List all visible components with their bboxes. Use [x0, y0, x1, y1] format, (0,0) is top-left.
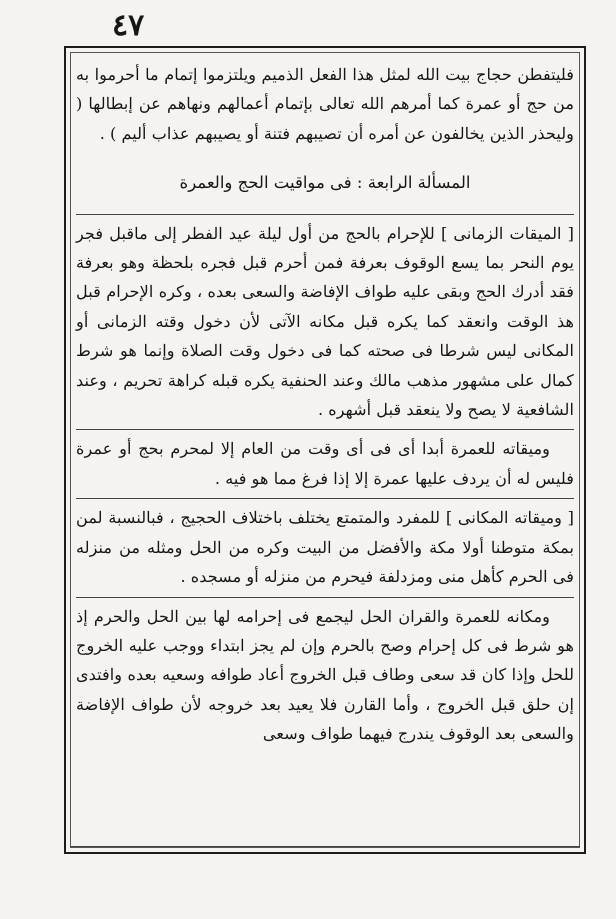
paragraph-umrah-place: ومكانه للعمرة والقران الحل ليجمع فى إحرامه لها بين الحل والحرم إذ هو شرط فى كل إحرام وصح بالحرم وإن لم يجز ابتداء ووجب عليه الخروج للحل وإذا كان قد سعى وطاف قبل الخروج أعاد طوافه وسعيه بعده وافتدى إن حلق قبل الخروج ، وأما القارن فلا يعيد بعد خروجه لأن طواف الإفاضة والسعى بعد الوقوف يندرج فيهما طواف وسعى — [76, 606, 574, 744]
divider-rule — [76, 597, 574, 598]
divider-rule — [76, 429, 574, 430]
paragraph-place-miqat: [ وميقاته المكانى ] للمفرد والمتمتع يختلف باختلاف الحجيج ، فبالنسبة لمن بمكة متوطنا أولا مكة والأفضل من البيت وكره من الحل ومثله من منزله فى الحرم كأهل منى ومزدلفة فيحرم من منزله أو مسجده . — [76, 508, 574, 587]
page-body — [76, 60, 574, 848]
section-heading: المسألة الرابعة : فى مواقيت الحج والعمرة — [179, 173, 471, 193]
paragraph-intro: فليتفطن حجاج بيت الله لمثل هذا الفعل الذميم ويلتزموا إتمام ما أحرموا به من حج أو عمرة كما أمرهم الله تعالى بإتمام أعمالهم ونهاهم عن إبطالها ( وليحذر الذين يخالفون عن أمره أن تصيبهم فتنة أو يصيبهم عذاب أليم ) . — [76, 65, 574, 143]
divider-rule — [76, 498, 574, 499]
bottom-rule — [70, 846, 580, 847]
paragraph-umrah-time: وميقاته للعمرة أبدا أى فى أى وقت من العام إلا لمحرم بحج أو عمرة فليس له أن يردف عليها عمرة إلا إذا فرغ مما هو فيه . — [76, 439, 574, 488]
divider-rule — [76, 214, 574, 215]
paragraph-time-miqat: [ الميقات الزمانى ] للإحرام بالحج من أول ليلة عيد الفطر إلى ماقبل فجر يوم النحر بما يسع الوقوف بعرفة فمن أحرم قبل فجره بلحظة وهو بعرفة فقد أدرك الحج وبقى عليه طواف الإفاضة والسعى بعده ، وكره الإحرام قبل هذ الوقت وانعقد كما يكره قبل مكانه الآتى لأن دخول وقته الزمانى أو المكانى ليس شرطا فى صحته كما فى دخول وقت الصلاة وإنما هو شرط كمال على مشهور مذهب مالك وعند الحنفية يكره قبله كراهة تحريم ، وعند الشافعية لا يصح ولا ينعقد قبل أشهره . — [76, 223, 574, 420]
page-number: ٤٧ — [112, 8, 145, 43]
